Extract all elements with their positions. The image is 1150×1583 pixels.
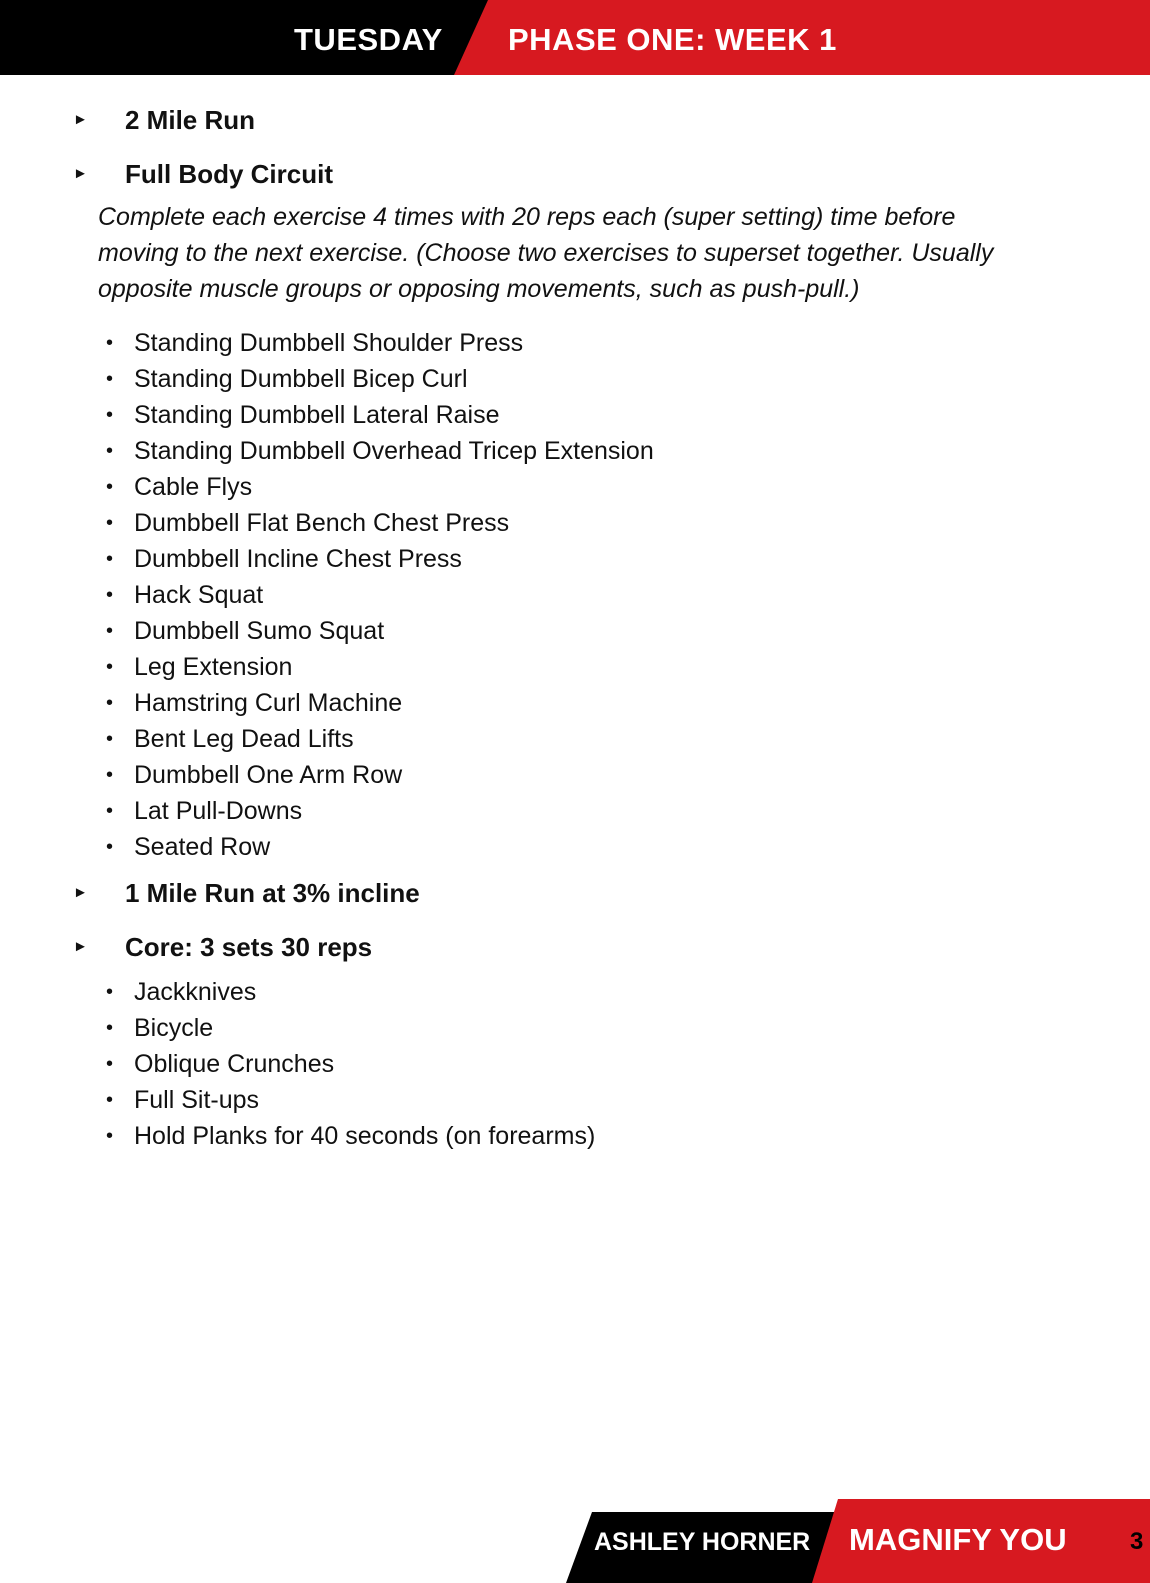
bullet-icon: • bbox=[106, 584, 114, 606]
list-item-text: Standing Dumbbell Bicep Curl bbox=[134, 365, 468, 393]
arrow-icon: ► bbox=[73, 884, 88, 901]
list-item bbox=[0, 397, 1150, 433]
bullet-icon: • bbox=[106, 836, 114, 858]
footer-author: ASHLEY HORNER bbox=[594, 1528, 811, 1556]
section-title bbox=[0, 927, 1150, 967]
core-exercise-list bbox=[0, 974, 1150, 1154]
list-item bbox=[0, 974, 1150, 1010]
section-title bbox=[0, 100, 1150, 140]
section-2-mile-run bbox=[0, 100, 1150, 140]
list-item-text: Dumbbell Sumo Squat bbox=[134, 617, 385, 645]
section-core bbox=[0, 927, 1150, 1154]
bullet-icon: • bbox=[106, 1089, 114, 1111]
bullet-icon: • bbox=[106, 1125, 114, 1147]
list-item-text: Hamstring Curl Machine bbox=[134, 689, 403, 717]
list-item-text: Dumbbell Incline Chest Press bbox=[134, 545, 462, 573]
bullet-icon: • bbox=[106, 1053, 114, 1075]
bullet-icon: • bbox=[106, 332, 114, 354]
list-item bbox=[0, 325, 1150, 361]
bullet-icon: • bbox=[106, 476, 114, 498]
arrow-icon: ► bbox=[73, 165, 88, 182]
bullet-icon: • bbox=[106, 800, 114, 822]
list-item-text: Standing Dumbbell Shoulder Press bbox=[134, 329, 524, 357]
list-item bbox=[0, 793, 1150, 829]
bullet-icon: • bbox=[106, 440, 114, 462]
list-item-text: Hack Squat bbox=[134, 581, 264, 609]
circuit-exercise-list bbox=[0, 325, 1150, 865]
bullet-icon: • bbox=[106, 548, 114, 570]
list-item-text: Dumbbell One Arm Row bbox=[134, 761, 403, 789]
arrow-icon: ► bbox=[73, 938, 88, 955]
bullet-icon: • bbox=[106, 981, 114, 1003]
section-title bbox=[0, 873, 1150, 913]
list-item bbox=[0, 577, 1150, 613]
list-item-text: Jackknives bbox=[134, 978, 257, 1006]
list-item bbox=[0, 505, 1150, 541]
list-item bbox=[0, 613, 1150, 649]
list-item bbox=[0, 829, 1150, 865]
list-item-text: Seated Row bbox=[134, 833, 271, 861]
bullet-icon: • bbox=[106, 692, 114, 714]
arrow-icon: ► bbox=[73, 111, 88, 128]
bullet-icon: • bbox=[106, 1017, 114, 1039]
list-item bbox=[0, 433, 1150, 469]
list-item bbox=[0, 541, 1150, 577]
list-item-text: Cable Flys bbox=[134, 473, 253, 501]
bullet-icon: • bbox=[106, 764, 114, 786]
list-item bbox=[0, 649, 1150, 685]
list-item bbox=[0, 1010, 1150, 1046]
section-title bbox=[0, 154, 1150, 194]
list-item-text: Leg Extension bbox=[134, 653, 293, 681]
bullet-icon: • bbox=[106, 512, 114, 534]
list-item-text: Full Sit-ups bbox=[134, 1086, 260, 1114]
page-footer bbox=[0, 1512, 1150, 1583]
footer-brand: MAGNIFY YOU bbox=[849, 1522, 1067, 1557]
section-full-body-circuit bbox=[0, 154, 1150, 865]
list-item-text: Hold Planks for 40 seconds (on forearms) bbox=[134, 1122, 596, 1150]
list-item bbox=[0, 1046, 1150, 1082]
bullet-icon: • bbox=[106, 620, 114, 642]
section-1-mile-run bbox=[0, 873, 1150, 913]
bullet-icon: • bbox=[106, 656, 114, 678]
list-item bbox=[0, 469, 1150, 505]
section-title-text: Core: 3 sets 30 reps bbox=[125, 932, 373, 962]
list-item bbox=[0, 1118, 1150, 1154]
list-item-text: Dumbbell Flat Bench Chest Press bbox=[134, 509, 510, 537]
list-item-text: Standing Dumbbell Overhead Tricep Extension bbox=[134, 437, 654, 465]
list-item-text: Bent Leg Dead Lifts bbox=[134, 725, 354, 753]
list-item bbox=[0, 721, 1150, 757]
list-item-text: Oblique Crunches bbox=[134, 1050, 335, 1078]
list-item-text: Lat Pull-Downs bbox=[134, 797, 303, 825]
bullet-icon: • bbox=[106, 404, 114, 426]
header-phase: PHASE ONE: WEEK 1 bbox=[508, 22, 837, 57]
page-header bbox=[0, 0, 1150, 75]
page-content bbox=[0, 100, 1150, 1154]
section-title-text: 1 Mile Run at 3% incline bbox=[125, 878, 420, 908]
section-title-text: Full Body Circuit bbox=[125, 159, 333, 189]
page-number: 3 bbox=[1130, 1528, 1144, 1555]
list-item bbox=[0, 685, 1150, 721]
bullet-icon: • bbox=[106, 728, 114, 750]
bullet-icon: • bbox=[106, 368, 114, 390]
list-item-text: Bicycle bbox=[134, 1014, 214, 1042]
list-item bbox=[0, 757, 1150, 793]
list-item bbox=[0, 1082, 1150, 1118]
circuit-description: Complete each exercise 4 times with 20 reps each (super setting) time before moving to the next exercise. (Choose two exercises to superset together. Usually opposite muscle groups or opposing movements, such as push-pull.) bbox=[98, 203, 994, 303]
list-item bbox=[0, 361, 1150, 397]
list-item-text: Standing Dumbbell Lateral Raise bbox=[134, 401, 500, 429]
section-title-text: 2 Mile Run bbox=[125, 105, 256, 135]
header-day: TUESDAY bbox=[294, 22, 443, 57]
